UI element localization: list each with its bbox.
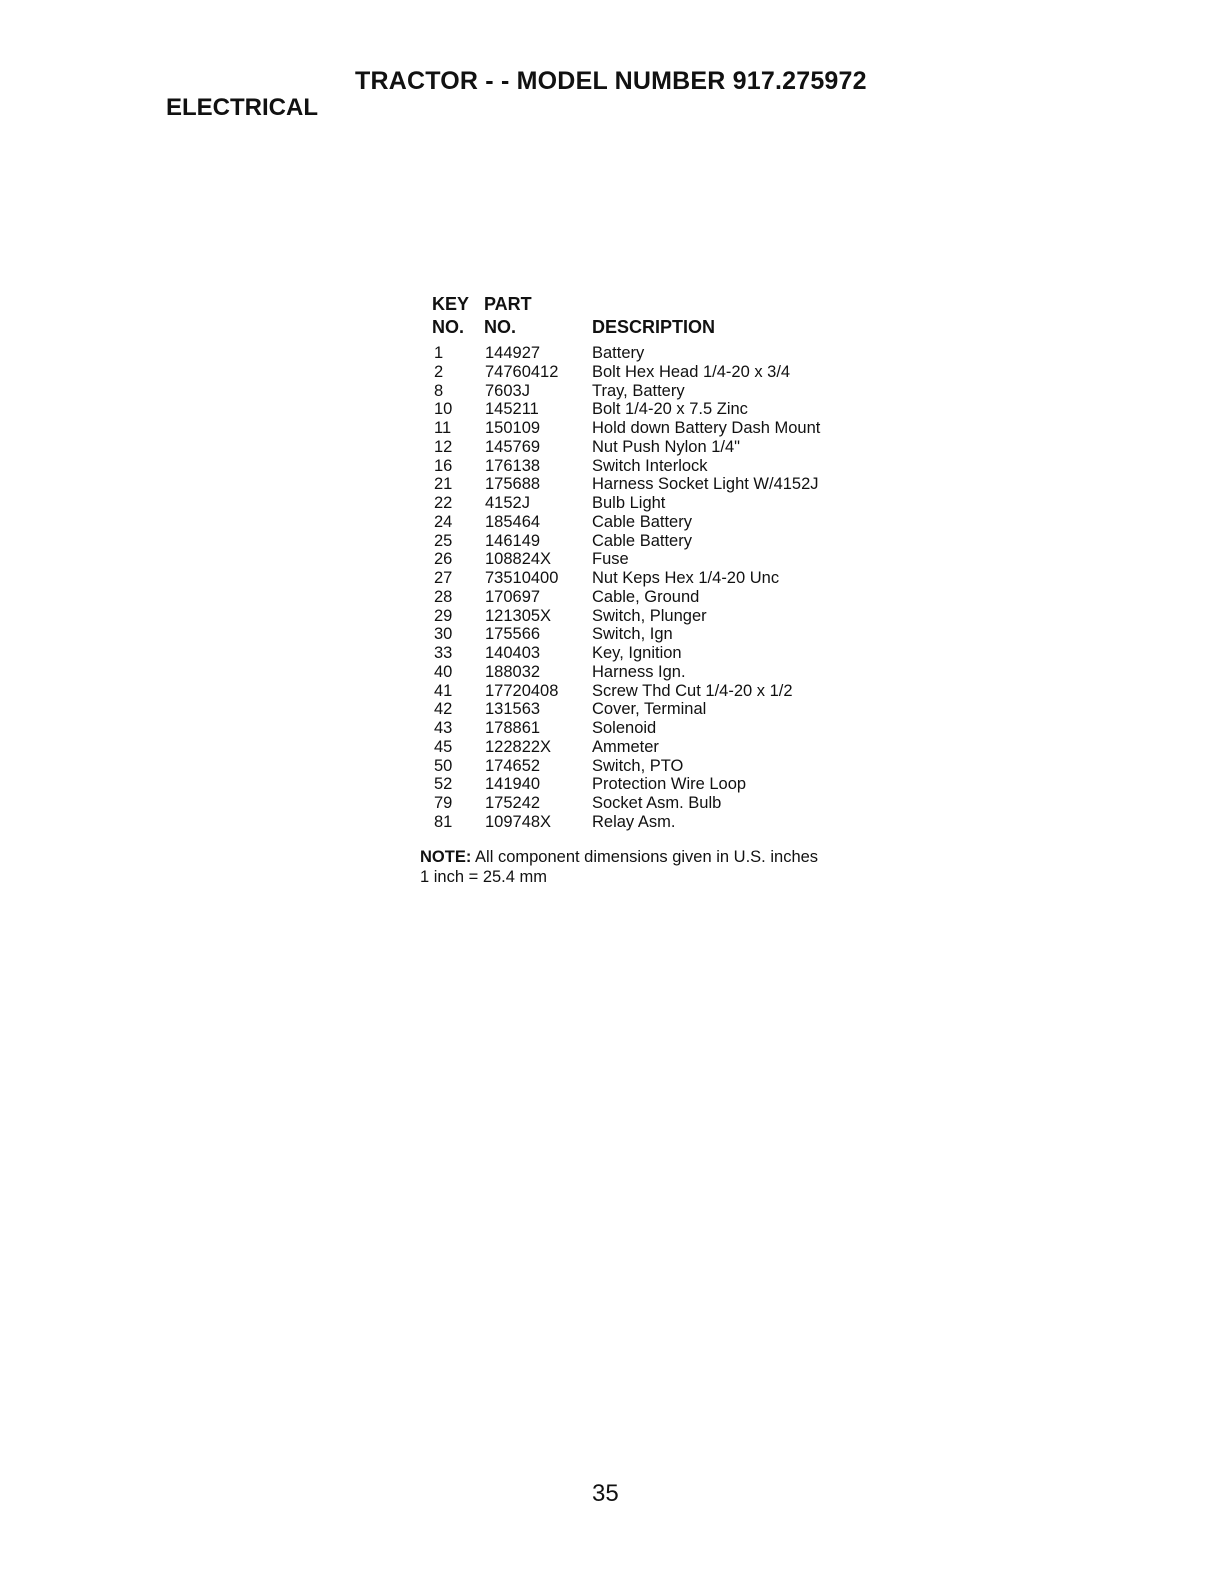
part-description: Nut Push Nylon 1/4" <box>592 437 741 456</box>
table-row <box>432 813 892 832</box>
table-row <box>432 757 892 776</box>
note-text: All component dimensions given in U.S. inches <box>475 848 819 866</box>
table-row <box>432 682 892 701</box>
part-description: Cable, Ground <box>592 587 700 606</box>
part-description: Harness Socket Light W/4152J <box>592 475 819 494</box>
table-row <box>432 457 892 476</box>
key-no: 40 <box>434 662 453 681</box>
key-no: 50 <box>434 756 453 775</box>
part-description: Nut Keps Hex 1/4-20 Unc <box>592 569 780 587</box>
part-description: Bulb Light <box>592 494 666 512</box>
table-row <box>432 344 892 363</box>
table-row <box>432 738 892 757</box>
table-row <box>432 363 892 382</box>
part-description: Screw Thd Cut 1/4-20 x 1/2 <box>592 681 793 700</box>
key-no: 79 <box>434 794 453 812</box>
part-description: Ammeter <box>592 737 659 756</box>
key-no: 81 <box>434 812 453 831</box>
key-no: 27 <box>434 569 453 587</box>
table-row <box>432 494 892 513</box>
parts-list-rows <box>432 344 892 832</box>
part-no: 73510400 <box>485 569 559 587</box>
table-row <box>432 625 892 644</box>
part-description: Cable Battery <box>592 512 692 531</box>
part-no: 122822X <box>485 737 552 756</box>
part-no: 150109 <box>485 419 541 437</box>
table-row <box>432 588 892 607</box>
part-description: Bolt Hex Head 1/4-20 x 3/4 <box>592 362 791 381</box>
part-no: 131563 <box>485 700 541 719</box>
part-no: 121305X <box>485 606 552 625</box>
part-no: 74760412 <box>485 362 559 381</box>
table-row <box>432 513 892 532</box>
table-row <box>432 382 892 401</box>
part-no: 178861 <box>485 719 541 737</box>
part-description: Cable Battery <box>592 531 692 550</box>
part-description: Switch, Plunger <box>592 606 707 625</box>
key-no: 22 <box>434 494 453 512</box>
key-no: 42 <box>434 700 453 719</box>
table-row <box>432 607 892 626</box>
table-row <box>432 644 892 663</box>
table-row <box>432 794 892 813</box>
key-header-line1: KEY <box>432 294 470 314</box>
key-no: 29 <box>434 606 453 625</box>
part-no: 109748X <box>485 812 552 831</box>
part-no: 140403 <box>485 644 541 662</box>
part-description: Cover, Terminal <box>592 700 707 719</box>
key-no: 28 <box>434 587 453 606</box>
key-no: 25 <box>434 531 453 550</box>
key-no: 30 <box>434 625 453 644</box>
part-no: 17720408 <box>485 681 559 700</box>
part-no: 145769 <box>485 437 541 456</box>
note-conversion: 1 inch = 25.4 mm <box>420 868 548 886</box>
part-no: 141940 <box>485 775 541 794</box>
part-no: 185464 <box>485 512 541 531</box>
key-no: 16 <box>434 456 453 475</box>
key-no: 1 <box>434 344 444 362</box>
part-no: 175242 <box>485 794 541 812</box>
page-number: 35 <box>592 1480 619 1507</box>
part-no: 175688 <box>485 475 541 494</box>
key-no: 10 <box>434 400 453 419</box>
part-description: Battery <box>592 344 645 362</box>
part-description: Socket Asm. Bulb <box>592 794 722 812</box>
part-description: Switch Interlock <box>592 456 708 475</box>
part-header-line1: PART <box>484 294 532 314</box>
part-description: Tray, Battery <box>592 381 685 400</box>
part-no: 144927 <box>485 344 541 362</box>
part-no: 4152J <box>485 494 530 512</box>
part-description: Bolt 1/4-20 x 7.5 Zinc <box>592 400 748 419</box>
key-no: 11 <box>434 419 452 437</box>
parts-list-header <box>432 294 892 344</box>
table-row <box>432 663 892 682</box>
key-no: 52 <box>434 775 453 794</box>
part-description: Fuse <box>592 550 629 569</box>
part-description: Harness Ign. <box>592 662 686 681</box>
table-row <box>432 700 892 719</box>
part-description: Relay Asm. <box>592 812 676 831</box>
description-header: DESCRIPTION <box>592 317 716 337</box>
table-row <box>432 719 892 738</box>
part-description: Hold down Battery Dash Mount <box>592 419 821 437</box>
part-no: 108824X <box>485 550 552 569</box>
section-title: ELECTRICAL <box>166 94 318 121</box>
key-no: 41 <box>434 681 453 700</box>
part-no: 170697 <box>485 587 541 606</box>
part-no: 7603J <box>485 381 530 400</box>
note-label: NOTE: <box>420 848 472 866</box>
part-no: 145211 <box>485 400 539 419</box>
key-no: 26 <box>434 550 453 569</box>
key-no: 45 <box>434 737 453 756</box>
page-title: TRACTOR - - MODEL NUMBER 917.275972 <box>355 67 867 95</box>
part-description: Switch, Ign <box>592 625 673 644</box>
part-no: 176138 <box>485 456 541 475</box>
key-no: 43 <box>434 719 453 737</box>
table-row <box>432 775 892 794</box>
part-no: 146149 <box>485 531 541 550</box>
part-no: 174652 <box>485 756 541 775</box>
part-description: Switch, PTO <box>592 756 684 775</box>
table-row <box>432 400 892 419</box>
part-no: 188032 <box>485 662 541 681</box>
note-line <box>420 847 818 867</box>
part-description: Protection Wire Loop <box>592 775 747 794</box>
table-row <box>432 532 892 551</box>
key-no: 12 <box>434 437 453 456</box>
key-no: 33 <box>434 644 453 662</box>
part-description: Key, Ignition <box>592 644 682 662</box>
part-no: 175566 <box>485 625 541 644</box>
table-row <box>432 438 892 457</box>
table-row <box>432 569 892 588</box>
key-no: 2 <box>434 362 444 381</box>
part-description: Solenoid <box>592 719 657 737</box>
key-header-line2: NO. <box>432 317 465 337</box>
table-row <box>432 550 892 569</box>
parts-list <box>432 294 892 832</box>
part-header-line2: NO. <box>484 317 517 337</box>
key-no: 21 <box>434 475 453 494</box>
key-no: 8 <box>434 381 444 400</box>
key-no: 24 <box>434 512 453 531</box>
table-row <box>432 419 892 438</box>
table-row <box>432 475 892 494</box>
note-block <box>420 847 818 887</box>
